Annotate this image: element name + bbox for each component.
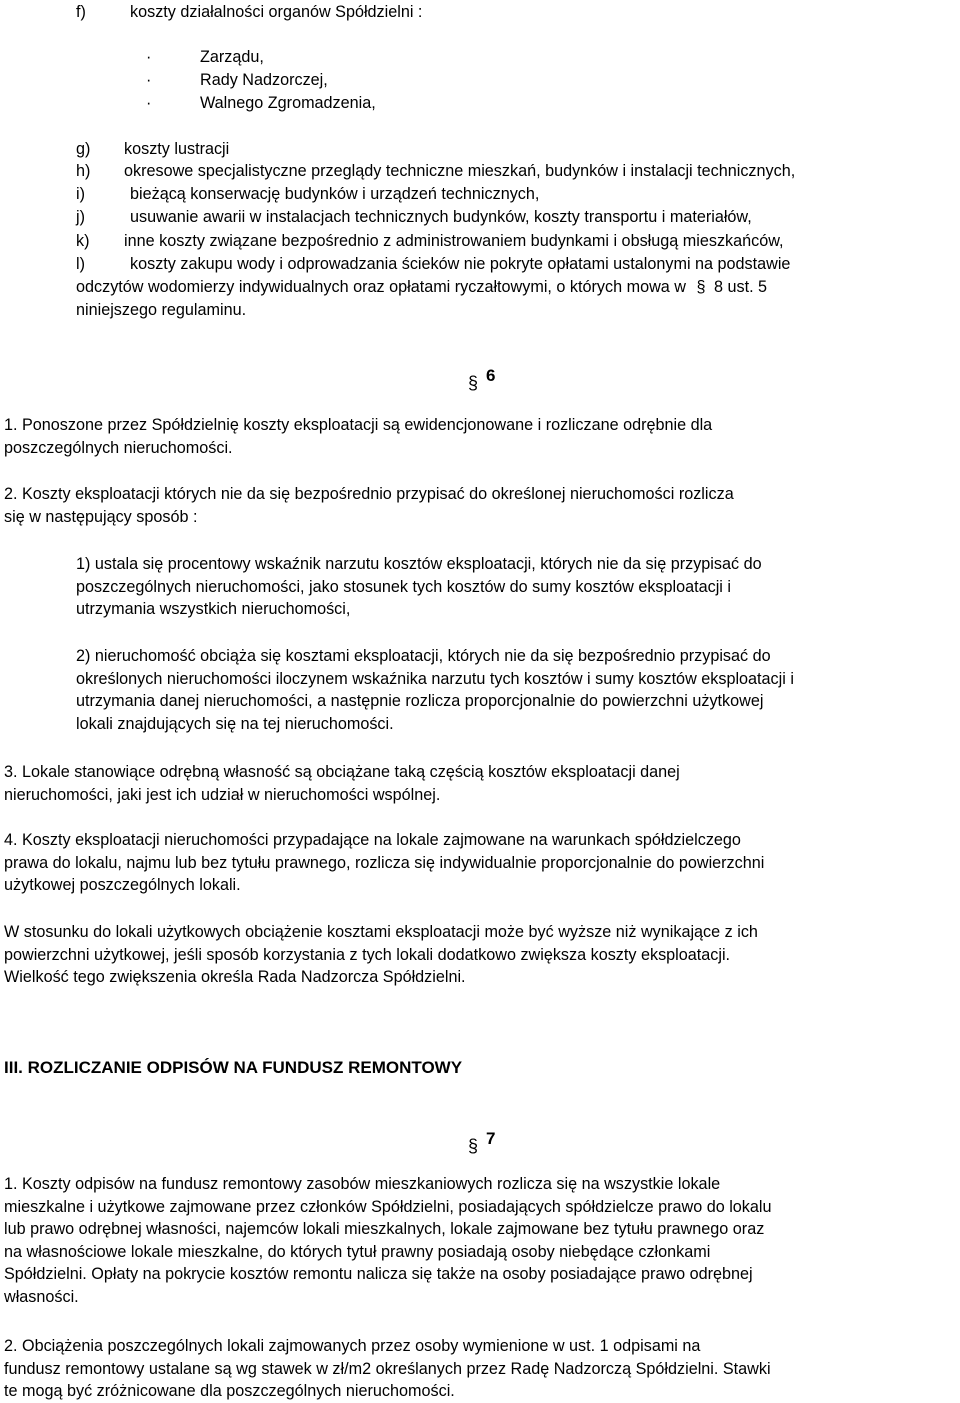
item-label: i)	[76, 185, 85, 203]
text-line: użytkowej poszczególnych lokali.	[4, 876, 241, 894]
item-text: usuwanie awarii w instalacjach technicznych budynków, koszty transportu i materiałów,	[130, 208, 752, 226]
text-line: 1. Ponoszone przez Spółdzielnię koszty eksploatacji są ewidencjonowane i rozliczane odrębnie dla	[4, 416, 713, 434]
bullet-icon: ·	[146, 71, 152, 89]
text-line: lub prawo odrębnej własności, najemców lokali mieszkalnych, lokale zajmowane bez tytułu prawnego oraz	[4, 1220, 765, 1238]
bullet-item: Walnego Zgromadzenia,	[200, 94, 376, 112]
item-l-line3: niniejszego regulaminu.	[76, 301, 247, 319]
item-f-label: f)	[76, 3, 86, 21]
item-label: g)	[76, 140, 91, 158]
item-text: koszty lustracji	[124, 140, 230, 158]
item-label: h)	[76, 162, 91, 180]
text-line: własności.	[4, 1287, 79, 1306]
text-line: lokali znajdujących się na tej nieruchomości.	[76, 714, 394, 733]
chapter-title: III. ROZLICZANIE ODPISÓW NA FUNDUSZ REMONTOWY	[4, 1058, 463, 1077]
bullet-item: Zarządu,	[200, 48, 264, 66]
text-line: poszczególnych nieruchomości.	[4, 438, 233, 457]
item-l-line2: odczytów wodomierzy indywidualnych oraz opłatami ryczałtowymi, o których mowa w	[76, 278, 686, 296]
par6-point4	[4, 829, 764, 897]
item-label: j)	[76, 208, 85, 226]
par6-point3	[4, 761, 680, 806]
item-text: okresowe specjalistyczne przeglądy techniczne mieszkań, budynków i instalacji technicznych,	[124, 162, 796, 180]
item-label: k)	[76, 232, 90, 250]
section-symbol-icon: §	[468, 373, 479, 393]
par6-point2	[4, 483, 734, 528]
text-line: określonych nieruchomości iloczynem wskaźnika narzutu tych kosztów i sumy kosztów eksploatacji i	[76, 669, 794, 688]
bullet-item: Rady Nadzorczej,	[200, 71, 328, 89]
text-line: utrzymania danej nieruchomości, a następnie rozlicza proporcjonalnie do powierzchni użytkowej	[76, 692, 764, 710]
text-line: fundusz remontowy ustalane są wg stawek w zł/m2 określanych przez Radę Nadzorczą Spółdzielni. Stawki	[4, 1359, 771, 1378]
text-line: mieszkalne i użytkowe zajmowane przez członków Spółdzielni, posiadających spółdzielcze prawo do lokalu	[4, 1197, 772, 1216]
text-line: nieruchomości, jaki jest ich udział w nieruchomości wspólnej.	[4, 785, 441, 804]
item-text: bieżącą konserwację budynków i urządzeń technicznych,	[130, 185, 540, 203]
text-line: się w następujący sposób :	[4, 507, 198, 526]
item-text: inne koszty związane bezpośrednio z administrowaniem budynkami i obsługą mieszkańców,	[124, 232, 784, 250]
section-7-heading	[468, 1127, 496, 1156]
section-symbol-icon: §	[696, 278, 706, 296]
text-line: 2) nieruchomość obciąża się kosztami eksploatacji, których nie da się bezpośrednio przypisać do	[76, 647, 771, 665]
text-line: poszczególnych nieruchomości, jako stosunek tych kosztów do sumy kosztów eksploatacji i	[76, 577, 731, 596]
par7-point2	[4, 1335, 771, 1403]
text-line: 3. Lokale stanowiące odrębną własność są obciążane taką częścią kosztów eksploatacji danej	[4, 763, 680, 781]
text-line: utrzymania wszystkich nieruchomości,	[76, 600, 351, 618]
text-line: 1. Koszty odpisów na fundusz remontowy zasobów mieszkaniowych rozlicza się na wszystkie lokale	[4, 1175, 721, 1193]
par6-sub2	[76, 645, 794, 735]
text-line: na własnościowe lokale mieszkalne, do których tytuł prawny posiadają osoby niebędące członkami	[4, 1242, 711, 1261]
text-line: 2. Obciążenia poszczególnych lokali zajmowanych przez osoby wymienione w ust. 1 odpisami na	[4, 1337, 701, 1355]
par6-note	[4, 921, 758, 989]
text-line: Spółdzielni. Opłaty na pokrycie kosztów remontu nalicza się także na osoby posiadające prawo odrębnej	[4, 1265, 753, 1283]
item-l-continuation	[76, 276, 767, 299]
item-label: l)	[76, 255, 85, 273]
text-line: 2. Koszty eksploatacji których nie da się bezpośrednio przypisać do określonej nieruchomości rozlicza	[4, 485, 734, 503]
item-l-line2-end: 8 ust. 5	[713, 278, 768, 296]
section-symbol-icon: §	[468, 1136, 479, 1156]
text-line: powierzchni użytkowej, jeśli sposób korzystania z tych lokali dodatkowo zwiększa koszty eksploatacji.	[4, 945, 731, 964]
item-f-text: koszty działalności organów Spółdzielni :	[130, 3, 423, 21]
text-line: 1) ustala się procentowy wskaźnik narzutu kosztów eksploatacji, których nie da się przypisać do	[76, 555, 762, 573]
bullet-icon: ·	[146, 94, 152, 112]
section-number: 6	[486, 366, 496, 385]
section-number: 7	[486, 1129, 496, 1148]
section-6-heading	[468, 364, 496, 393]
par7-point1	[4, 1173, 772, 1308]
item-text: koszty zakupu wody i odprowadzania ścieków nie pokryte opłatami ustalonymi na podstawie	[130, 255, 791, 273]
par6-sub1	[76, 553, 762, 621]
bullet-icon: ·	[146, 48, 152, 66]
text-line: te mogą być zróżnicowane dla poszczególnych nieruchomości.	[4, 1382, 455, 1400]
text-line: Wielkość tego zwiększenia określa Rada Nadzorcza Spółdzielni.	[4, 968, 466, 986]
text-line: prawa do lokalu, najmu lub bez tytułu prawnego, rozlicza się indywidualnie proporcjonalnie do powierzchni	[4, 853, 765, 872]
text-line: W stosunku do lokali użytkowych obciążenie kosztami eksploatacji może być wyższe niż wynikające z ich	[4, 923, 758, 941]
text-line: 4. Koszty eksploatacji nieruchomości przypadające na lokale zajmowane na warunkach spółdzielczego	[4, 831, 741, 849]
par6-point1	[4, 414, 712, 459]
